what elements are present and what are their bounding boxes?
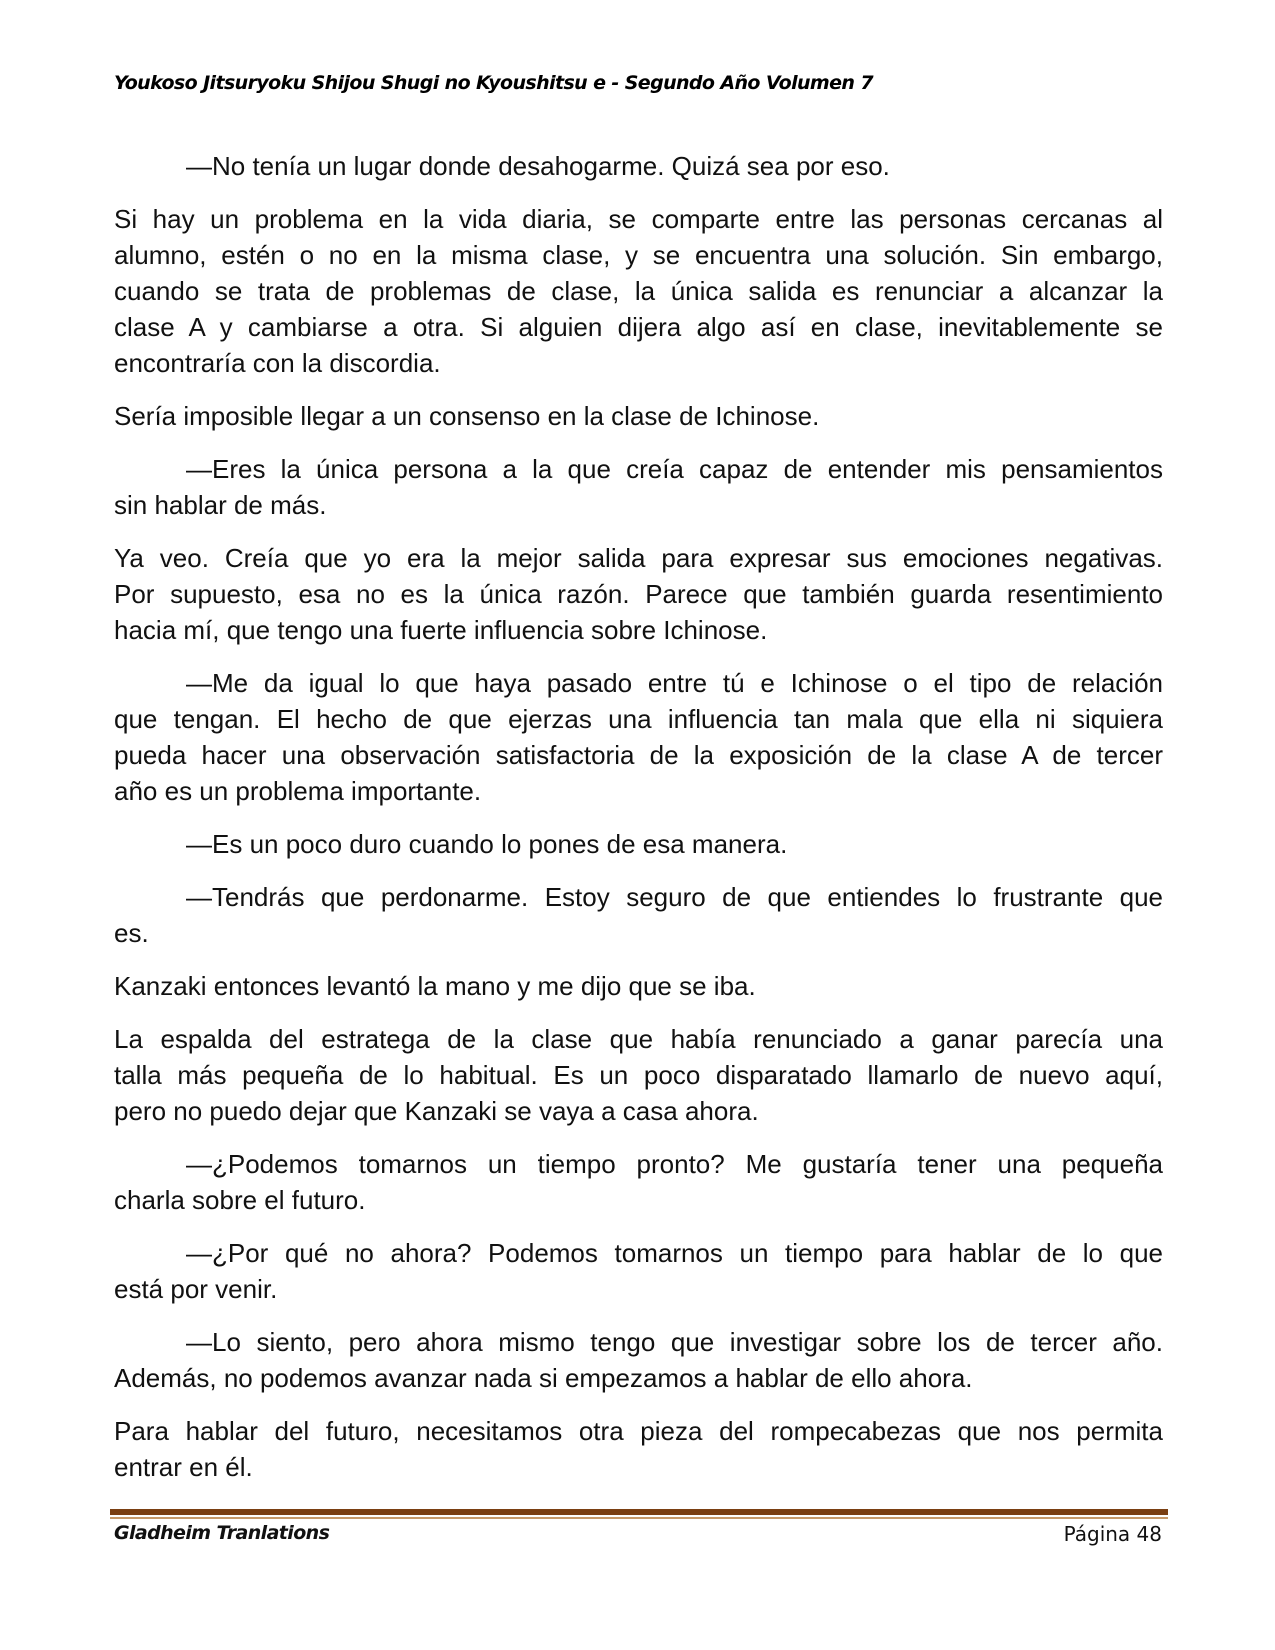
text-line: —No tenía un lugar donde desahogarme. Quizá sea por eso.	[186, 151, 890, 181]
paragraph	[114, 1146, 1163, 1218]
paragraph	[114, 879, 1163, 951]
page-number	[1064, 1522, 1162, 1546]
paragraph	[114, 1235, 1163, 1307]
text-line: hacia mí, que tengo una fuerte influencia sobre Ichinose.	[114, 615, 768, 645]
footer-rule-thin	[110, 1517, 1168, 1519]
footer-rule	[110, 1509, 1168, 1515]
running-header: Youkoso Jitsuryoku Shijou Shugi no Kyoushitsu e - Segundo Año Volumen 7	[114, 72, 873, 94]
paragraph	[114, 826, 1163, 862]
page-label: Página	[1063, 1522, 1131, 1546]
text-line: Para hablar del futuro, necesitamos otra pieza del rompecabezas que nos permita	[114, 1416, 1163, 1446]
text-line: alumno, estén o no en la misma clase, y se encuentra una solución. Sin embargo,	[114, 240, 1163, 270]
paragraph	[114, 1324, 1163, 1396]
text-line: talla más pequeña de lo habitual. Es un poco disparatado llamarlo de nuevo aquí,	[114, 1060, 1163, 1090]
paragraph	[114, 201, 1163, 381]
text-line: —Es un poco duro cuando lo pones de esa manera.	[186, 829, 788, 859]
paragraph	[114, 968, 1163, 1004]
text-line: Ya veo. Creía que yo era la mejor salida para expresar sus emociones negativas.	[114, 543, 1163, 573]
paragraph	[114, 1413, 1163, 1485]
paragraph	[114, 148, 1163, 184]
text-line: —Tendrás que perdonarme. Estoy seguro de que entiendes lo frustrante que	[186, 882, 1163, 912]
text-line: pero no puedo dejar que Kanzaki se vaya a casa ahora.	[114, 1096, 759, 1126]
text-line: —¿Podemos tomarnos un tiempo pronto? Me gustaría tener una pequeña	[186, 1149, 1163, 1179]
text-line: cuando se trata de problemas de clase, la única salida es renunciar a alcanzar la	[114, 276, 1163, 306]
text-line: —Lo siento, pero ahora mismo tengo que investigar sobre los de tercer año.	[186, 1327, 1163, 1357]
text-line: La espalda del estratega de la clase que había renunciado a ganar parecía una	[114, 1024, 1163, 1054]
document-body	[114, 148, 1163, 1502]
text-line: charla sobre el futuro.	[114, 1185, 366, 1215]
footer-publisher: Gladheim Tranlations	[114, 1522, 330, 1544]
text-line: Kanzaki entonces levantó la mano y me dijo que se iba.	[114, 971, 756, 1001]
text-line: —Me da igual lo que haya pasado entre tú e Ichinose o el tipo de relación	[186, 668, 1163, 698]
text-line: es.	[114, 918, 149, 948]
text-line: Además, no podemos avanzar nada si empezamos a hablar de ello ahora.	[114, 1363, 973, 1393]
paragraph	[114, 665, 1163, 809]
text-line: Por supuesto, esa no es la única razón. Parece que también guarda resentimiento	[114, 579, 1163, 609]
page-number-value: 48	[1136, 1522, 1162, 1546]
text-line: año es un problema importante.	[114, 776, 482, 806]
text-line: pueda hacer una observación satisfactoria de la exposición de la clase A de tercer	[114, 740, 1163, 770]
text-line: Sería imposible llegar a un consenso en la clase de Ichinose.	[114, 401, 820, 431]
paragraph	[114, 540, 1163, 648]
paragraph	[114, 451, 1163, 523]
text-line: que tengan. El hecho de que ejerzas una influencia tan mala que ella ni siquiera	[114, 704, 1163, 734]
paragraph	[114, 398, 1163, 434]
text-line: entrar en él.	[114, 1452, 253, 1482]
text-line: —Eres la única persona a la que creía capaz de entender mis pensamientos	[186, 454, 1163, 484]
paragraph	[114, 1021, 1163, 1129]
text-line: clase A y cambiarse a otra. Si alguien dijera algo así en clase, inevitablemente se	[114, 312, 1163, 342]
text-line: Si hay un problema en la vida diaria, se comparte entre las personas cercanas al	[114, 204, 1163, 234]
text-line: sin hablar de más.	[114, 490, 327, 520]
text-line: encontraría con la discordia.	[114, 348, 441, 378]
text-line: —¿Por qué no ahora? Podemos tomarnos un tiempo para hablar de lo que	[186, 1238, 1163, 1268]
text-line: está por venir.	[114, 1274, 278, 1304]
